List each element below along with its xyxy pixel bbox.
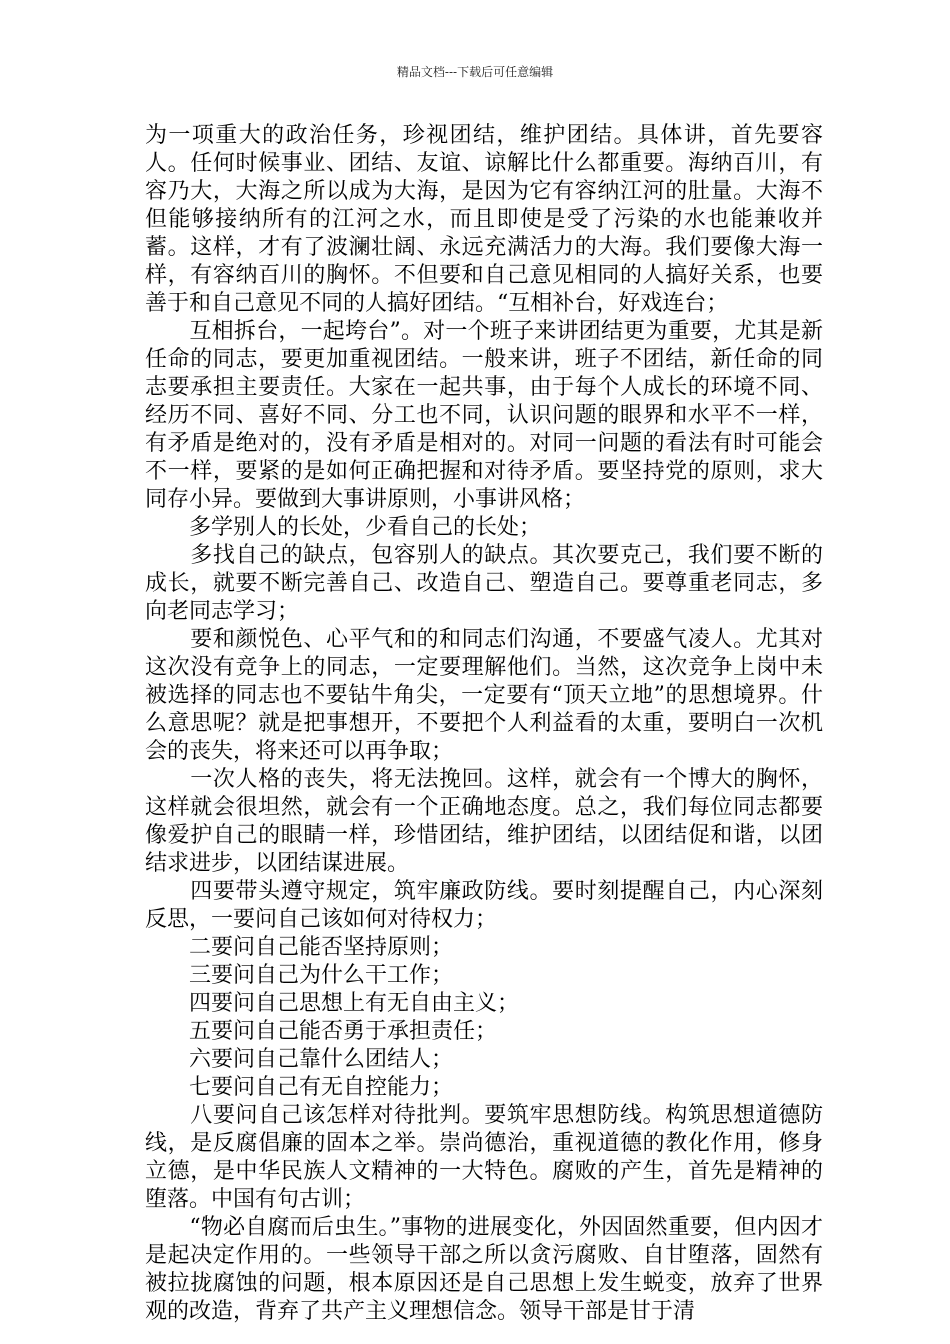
paragraph: 三要问自己为什么干工作； (145, 963, 454, 988)
page-header: 精品文档---下载后可任意编辑 (396, 65, 554, 79)
paragraph: 四要带头遵守规定，筑牢廉政防线。要时刻提醒自己，内心深刻反思，一要问自己该如何对待权力； (145, 879, 823, 932)
paragraph: 八要问自己该怎样对待批判。要筑牢思想防线。构筑思想道德防线，是反腐倡廉的固本之举。崇尚德治，重视道德的教化作用，修身立德，是中华民族人文精神的一大特色。腐败的产生，首先是精神的堕落。中国有句古训； (145, 1103, 823, 1212)
paragraph: 要和颜悦色、心平气和的和同志们沟通，不要盛气凌人。尤其对这次没有竞争上的同志，一定要理解他们。当然，这次竞争上岗中未被选择的同志也不要钻牛角尖，一定要有“顶天立地”的思想境界。什么意思呢？就是把事想开，不要把个人利益看的太重，要明白一次机会的丧失，将来还可以再争取； (145, 627, 823, 764)
paragraph: 多学别人的长处，少看自己的长处； (145, 515, 542, 540)
paragraph: 五要问自己能否勇于承担责任； (145, 1019, 498, 1044)
paragraph: 为一项重大的政治任务，珍视团结，维护团结。具体讲，首先要容人。任何时候事业、团结、友谊、谅解比什么都重要。海纳百川，有容乃大，大海之所以成为大海，是因为它有容纳江河的肚量。大海不但能够接纳所有的江河之水，而且即使是受了污染的水也能兼收并蓄。这样，才有了波澜壮阔、永远充满活力的大海。我们要像大海一样，有容纳百川的胸怀。不但要和自己意见相同的人搞好关系，也要善于和自己意见不同的人搞好团结。“互相补台，好戏连台； (145, 123, 823, 316)
document-body (145, 122, 823, 1326)
paragraph: 互相拆台，一起垮台”。对一个班子来讲团结更为重要，尤其是新任命的同志，要更加重视团结。一般来讲，班子不团结，新任命的同志要承担主要责任。大家在一起共事，由于每个人成长的环境不同、经历不同、喜好不同、分工也不同，认识问题的眼界和水平不一样，有矛盾是绝对的，没有矛盾是相对的。对同一问题的看法有时可能会不一样，要紧的是如何正确把握和对待矛盾。要坚持党的原则，求大同存小异。要做到大事讲原则，小事讲风格； (145, 319, 823, 512)
paragraph: 六要问自己靠什么团结人； (145, 1047, 454, 1072)
paragraph: 一次人格的丧失，将无法挽回。这样，就会有一个博大的胸怀，这样就会很坦然，就会有一个正确地态度。总之，我们每位同志都要像爱护自己的眼睛一样，珍惜团结，维护团结，以团结促和谐，以团结求进步，以团结谋进展。 (145, 767, 823, 876)
paragraph: 四要问自己思想上有无自由主义； (145, 991, 520, 1016)
paragraph: 多找自己的缺点，包容别人的缺点。其次要克己，我们要不断的成长，就要不断完善自己、改造自己、塑造自己。要尊重老同志，多向老同志学习； (145, 543, 823, 624)
paragraph: 二要问自己能否坚持原则； (145, 935, 454, 960)
paragraph: “物必自腐而后虫生。”事物的进展变化，外因固然重要，但内因才是起决定作用的。一些领导干部之所以贪污腐败、自甘堕落，固然有被拉拢腐蚀的问题，根本原因还是自己思想上发生蜕变，放弃了世界观的改造，背弃了共产主义理想信念。领导干部是甘于清 (145, 1215, 823, 1324)
paragraph: 七要问自己有无自控能力； (145, 1075, 454, 1100)
